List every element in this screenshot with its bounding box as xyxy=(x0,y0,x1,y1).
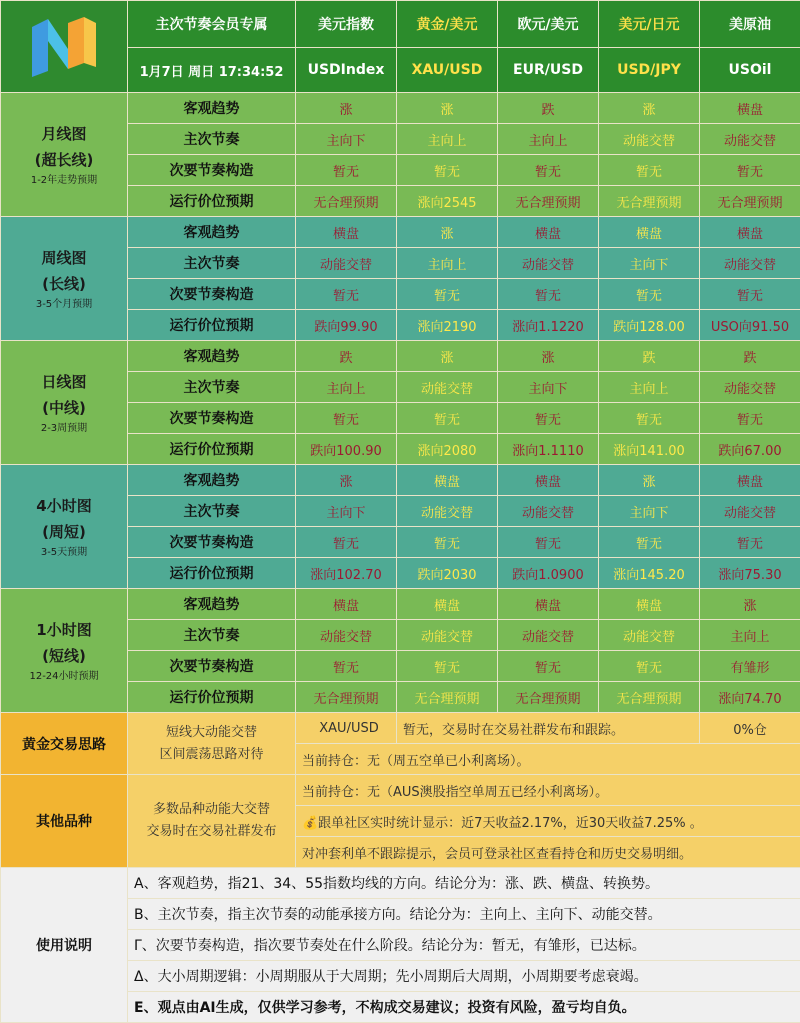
table-row xyxy=(1,217,800,248)
table-cell: 暂无 xyxy=(498,279,599,310)
row-label: 主次节奏 xyxy=(128,248,296,279)
column-name: 美原油 xyxy=(700,1,800,48)
header-title: 主次节奏会员专属 xyxy=(128,1,296,48)
period-note: 1-2年走势预期 xyxy=(1,173,127,189)
table-cell: 跌向99.90 xyxy=(296,310,397,341)
table-cell: 无合理预期 xyxy=(599,186,700,217)
row-label: 客观趋势 xyxy=(128,465,296,496)
period-label xyxy=(1,93,128,217)
table-cell: 动能交替 xyxy=(700,124,800,155)
usage-line: B、主次节奏，指主次节奏的动能承接方向。结论分为：主向上、主向下、动能交替。 xyxy=(128,899,800,930)
period-note: 2-3周预期 xyxy=(1,421,127,437)
table-cell: 无合理预期 xyxy=(498,682,599,713)
table-cell: 涨向102.70 xyxy=(296,558,397,589)
table-cell: 动能交替 xyxy=(397,496,498,527)
table-cell: 动能交替 xyxy=(599,124,700,155)
column-name: 欧元/美元 xyxy=(498,1,599,48)
table-cell: 有雏形 xyxy=(700,651,800,682)
table-cell: 涨向145.20 xyxy=(599,558,700,589)
gold-trade-desc xyxy=(128,713,296,775)
table-cell: 涨 xyxy=(599,93,700,124)
logo-cell xyxy=(1,1,128,93)
other-note: 对冲套利单不跟踪提示，会员可登录社区查看持仓和历史交易明细。 xyxy=(296,837,800,868)
gold-trade-label: 黄金交易思路 xyxy=(1,713,128,775)
other-label: 其他品种 xyxy=(1,775,128,868)
brand-logo-icon xyxy=(1,2,127,92)
row-label: 客观趋势 xyxy=(128,341,296,372)
table-cell: 横盘 xyxy=(700,217,800,248)
usage-line: E、观点由AI生成，仅供学习参考，不构成交易建议；投资有风险，盈亏均自负。 xyxy=(128,992,800,1023)
table-cell: 主向上 xyxy=(498,124,599,155)
row-label: 客观趋势 xyxy=(128,217,296,248)
table-cell: 暂无 xyxy=(498,403,599,434)
table-cell: 动能交替 xyxy=(397,620,498,651)
table-cell: 涨向2190 xyxy=(397,310,498,341)
row-label: 主次节奏 xyxy=(128,372,296,403)
table-cell: 暂无 xyxy=(397,155,498,186)
table-cell: 涨 xyxy=(296,465,397,496)
column-name: 美元指数 xyxy=(296,1,397,48)
table-cell: 无合理预期 xyxy=(498,186,599,217)
row-label: 运行价位预期 xyxy=(128,558,296,589)
table-row xyxy=(1,589,800,620)
table-row xyxy=(1,341,800,372)
row-label: 客观趋势 xyxy=(128,589,296,620)
table-row xyxy=(1,93,800,124)
table-cell: 无合理预期 xyxy=(296,186,397,217)
table-cell: 主向上 xyxy=(599,372,700,403)
row-label: 次要节奏构造 xyxy=(128,279,296,310)
table-cell: 主向下 xyxy=(498,372,599,403)
table-cell: 横盘 xyxy=(397,589,498,620)
other-holding: 当前持仓：无（AUS澳股指空单周五已经小利离场）。 xyxy=(296,775,800,806)
table-cell: 横盘 xyxy=(700,93,800,124)
other-stats: 💰跟单社区实时统计显示：近7天收益2.17%，近30天收益7.25% 。 xyxy=(296,806,800,837)
table-cell: 涨 xyxy=(296,93,397,124)
table-cell: 主向下 xyxy=(296,124,397,155)
table-cell: 动能交替 xyxy=(700,372,800,403)
table-cell: 横盘 xyxy=(498,217,599,248)
table-cell: 主向下 xyxy=(599,496,700,527)
period-title: 1小时图 xyxy=(1,617,127,643)
table-cell: 动能交替 xyxy=(700,248,800,279)
other-desc-line: 多数品种动能大交替 xyxy=(128,799,295,821)
table-cell: 主向上 xyxy=(700,620,800,651)
table-cell: 横盘 xyxy=(397,465,498,496)
table-cell: 主向上 xyxy=(397,124,498,155)
usage-label: 使用说明 xyxy=(1,868,128,1023)
table-cell: 横盘 xyxy=(498,465,599,496)
table-cell: 暂无 xyxy=(498,155,599,186)
other-desc-line: 交易时在交易社群发布 xyxy=(128,821,295,843)
table-cell: 涨 xyxy=(498,341,599,372)
row-label: 客观趋势 xyxy=(128,93,296,124)
table-cell: 主向上 xyxy=(296,372,397,403)
table-cell: 涨 xyxy=(397,341,498,372)
table-cell: 动能交替 xyxy=(498,620,599,651)
period-subtitle: (短线) xyxy=(1,643,127,669)
table-cell: 暂无 xyxy=(296,279,397,310)
table-cell: 暂无 xyxy=(296,403,397,434)
row-label: 主次节奏 xyxy=(128,124,296,155)
table-cell: 横盘 xyxy=(599,217,700,248)
table-cell: 跌向100.90 xyxy=(296,434,397,465)
gold-trade-desc-line: 短线大动能交替 xyxy=(128,722,295,744)
table-cell: 暂无 xyxy=(599,527,700,558)
table-cell: 暂无 xyxy=(599,403,700,434)
table-cell: 暂无 xyxy=(397,527,498,558)
table-cell: 暂无 xyxy=(700,155,800,186)
header-datetime: 1月7日 周日 17:34:52 xyxy=(128,48,296,93)
table-cell: 暂无 xyxy=(700,403,800,434)
period-title: 周线图 xyxy=(1,245,127,271)
table-cell: 暂无 xyxy=(498,527,599,558)
row-label: 运行价位预期 xyxy=(128,186,296,217)
table-cell: 横盘 xyxy=(700,465,800,496)
table-cell: 暂无 xyxy=(599,155,700,186)
row-label: 次要节奏构造 xyxy=(128,527,296,558)
table-cell: 主向下 xyxy=(296,496,397,527)
table-cell: 暂无 xyxy=(397,651,498,682)
table-cell: 暂无 xyxy=(700,527,800,558)
row-label: 主次节奏 xyxy=(128,620,296,651)
other-row xyxy=(1,775,800,806)
table-cell: 横盘 xyxy=(296,217,397,248)
column-name: 美元/日元 xyxy=(599,1,700,48)
table-cell: 动能交替 xyxy=(498,496,599,527)
table-cell: 无合理预期 xyxy=(296,682,397,713)
gold-trade-plan: 暂无，交易时在交易社群发布和跟踪。 xyxy=(397,713,700,744)
column-code: USDIndex xyxy=(296,48,397,93)
table-cell: 主向上 xyxy=(397,248,498,279)
column-code: EUR/USD xyxy=(498,48,599,93)
table-cell: 无合理预期 xyxy=(700,186,800,217)
usage-line: A、客观趋势，指21、34、55指数均线的方向。结论分为：涨、跌、横盘、转换势。 xyxy=(128,868,800,899)
table-cell: 动能交替 xyxy=(397,372,498,403)
column-name: 黄金/美元 xyxy=(397,1,498,48)
period-subtitle: (中线) xyxy=(1,395,127,421)
table-cell: 暂无 xyxy=(296,651,397,682)
table-cell: 跌 xyxy=(599,341,700,372)
table-cell: 涨 xyxy=(700,589,800,620)
table-cell: 跌 xyxy=(296,341,397,372)
row-label: 主次节奏 xyxy=(128,496,296,527)
table-cell: 跌 xyxy=(498,93,599,124)
period-label xyxy=(1,217,128,341)
table-cell: 暂无 xyxy=(700,279,800,310)
other-desc xyxy=(128,775,296,868)
table-cell: 横盘 xyxy=(498,589,599,620)
column-code: XAU/USD xyxy=(397,48,498,93)
gold-trade-holding: 当前持仓：无（周五空单已小利离场）。 xyxy=(296,744,800,775)
period-label xyxy=(1,341,128,465)
column-code: USD/JPY xyxy=(599,48,700,93)
row-label: 次要节奏构造 xyxy=(128,403,296,434)
table-cell: 涨向1.1110 xyxy=(498,434,599,465)
table-cell: 横盘 xyxy=(599,589,700,620)
row-label: 运行价位预期 xyxy=(128,310,296,341)
row-label: 次要节奏构造 xyxy=(128,651,296,682)
table-cell: 动能交替 xyxy=(296,620,397,651)
table-cell: 主向下 xyxy=(599,248,700,279)
table-cell: 暂无 xyxy=(397,403,498,434)
header-row-names xyxy=(1,1,800,48)
period-subtitle: (超长线) xyxy=(1,147,127,173)
table-cell: 无合理预期 xyxy=(397,682,498,713)
gold-trade-symbol: XAU/USD xyxy=(296,713,397,744)
period-note: 3-5个月预期 xyxy=(1,297,127,313)
table-cell: 暂无 xyxy=(296,155,397,186)
gold-trade-row xyxy=(1,713,800,744)
usage-line: Δ、大小周期逻辑：小周期服从于大周期；先小周期后大周期，小周期要考虑衰竭。 xyxy=(128,961,800,992)
row-label: 运行价位预期 xyxy=(128,682,296,713)
table-cell: 跌向2030 xyxy=(397,558,498,589)
period-note: 12-24小时预期 xyxy=(1,669,127,685)
table-cell: 动能交替 xyxy=(599,620,700,651)
usage-row xyxy=(1,868,800,899)
period-subtitle: (长线) xyxy=(1,271,127,297)
table-row xyxy=(1,465,800,496)
table-cell: 跌向128.00 xyxy=(599,310,700,341)
table-cell: 涨 xyxy=(397,217,498,248)
period-label xyxy=(1,589,128,713)
table-cell: 暂无 xyxy=(498,651,599,682)
table-cell: 暂无 xyxy=(397,279,498,310)
row-label: 次要节奏构造 xyxy=(128,155,296,186)
period-title: 4小时图 xyxy=(1,493,127,519)
table-cell: 涨向2080 xyxy=(397,434,498,465)
gold-trade-position: 0%仓 xyxy=(700,713,800,744)
table-cell: 跌 xyxy=(700,341,800,372)
table-cell: 涨 xyxy=(397,93,498,124)
period-title: 日线图 xyxy=(1,369,127,395)
table-cell: 涨 xyxy=(599,465,700,496)
table-cell: 涨向2545 xyxy=(397,186,498,217)
table-cell: 动能交替 xyxy=(296,248,397,279)
table-cell: 涨向74.70 xyxy=(700,682,800,713)
table-cell: 涨向75.30 xyxy=(700,558,800,589)
table-cell: 横盘 xyxy=(296,589,397,620)
period-label xyxy=(1,465,128,589)
period-note: 3-5天预期 xyxy=(1,545,127,561)
table-cell: 涨向141.00 xyxy=(599,434,700,465)
usage-line: Γ、次要节奏构造，指次要节奏处在什么阶段。结论分为：暂无，有雏形，已达标。 xyxy=(128,930,800,961)
column-code: USOil xyxy=(700,48,800,93)
table-cell: 动能交替 xyxy=(700,496,800,527)
period-title: 月线图 xyxy=(1,121,127,147)
table-cell: 暂无 xyxy=(296,527,397,558)
table-cell: USO向91.50 xyxy=(700,310,800,341)
period-subtitle: (周短) xyxy=(1,519,127,545)
row-label: 运行价位预期 xyxy=(128,434,296,465)
table-cell: 涨向1.1220 xyxy=(498,310,599,341)
table-cell: 跌向67.00 xyxy=(700,434,800,465)
table-cell: 暂无 xyxy=(599,279,700,310)
table-cell: 跌向1.0900 xyxy=(498,558,599,589)
table-cell: 暂无 xyxy=(599,651,700,682)
gold-trade-desc-line: 区间震荡思路对待 xyxy=(128,744,295,766)
table-cell: 无合理预期 xyxy=(599,682,700,713)
table-cell: 动能交替 xyxy=(498,248,599,279)
